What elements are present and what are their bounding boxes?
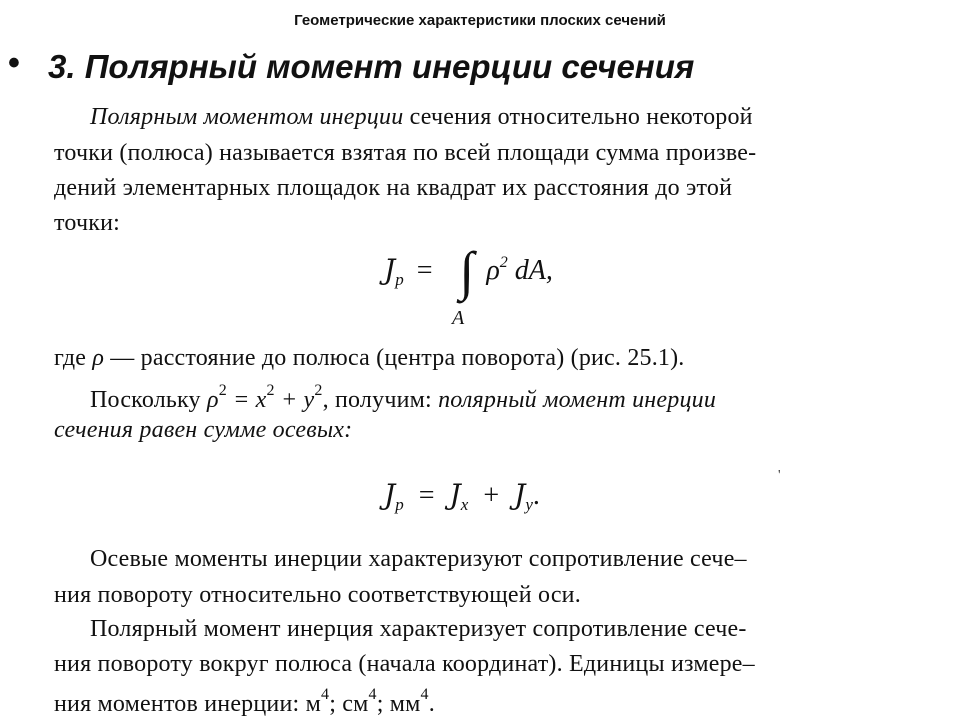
bullet-marker: • bbox=[8, 44, 20, 82]
definition-line-1-rest: сечения относительно некоторой bbox=[403, 104, 753, 130]
polar-line-1: Полярный момент инерция характеризует сопротивление сече- bbox=[90, 616, 747, 642]
polar-moment-sum-formula bbox=[384, 478, 540, 515]
units-sep-1: ; см bbox=[329, 691, 369, 717]
sum-equals: = bbox=[418, 480, 435, 511]
rho-symbol: ρ bbox=[486, 255, 500, 286]
polar-line-2: ния повороту вокруг полюса (начала координат). Единицы измере– bbox=[54, 651, 755, 677]
since-line-1 bbox=[54, 382, 960, 414]
since-sq-3: 2 bbox=[314, 382, 323, 399]
since-emphasis-a: полярный момент инерции bbox=[438, 387, 717, 413]
jx-subscript: x bbox=[460, 495, 469, 514]
sum-period: . bbox=[532, 480, 540, 511]
since-sq-1: 2 bbox=[218, 382, 227, 399]
units-text: ния моментов инерции: м bbox=[54, 691, 321, 717]
unit-power-m: 4 bbox=[320, 686, 330, 703]
jp-symbol: J bbox=[384, 478, 396, 511]
units-end: . bbox=[428, 691, 435, 717]
unit-power-cm: 4 bbox=[368, 686, 377, 703]
where-line bbox=[54, 345, 934, 372]
since-mid: = x bbox=[226, 387, 267, 413]
definition-line-2: точки (полюса) называется взятая по всей площади сумма произве- bbox=[54, 140, 757, 166]
where-text-b: — расстояние до полюса (центра поворота) (рис. 25.1). bbox=[104, 345, 685, 371]
definition-line-3: дений элементарных площадок на квадрат их расстояния до этой bbox=[54, 175, 733, 201]
stray-mark: ' bbox=[778, 468, 781, 483]
since-text-b: , получим: bbox=[322, 387, 439, 413]
unit-power-mm: 4 bbox=[420, 686, 429, 703]
jx-symbol: J bbox=[449, 478, 461, 511]
definition-line-4: точки: bbox=[54, 210, 120, 236]
polar-moment-symbol: J bbox=[384, 253, 396, 286]
polar-moment-integral-formula bbox=[384, 240, 553, 302]
since-line-2: сечения равен сумме осевых: bbox=[54, 417, 353, 443]
since-plus: + y bbox=[274, 387, 315, 413]
jp-subscript: p bbox=[395, 495, 404, 514]
integrand-tail: dA, bbox=[507, 255, 553, 286]
where-rho: ρ bbox=[92, 345, 105, 371]
axial-line-1: Осевые моменты инерции характеризуют сопротивление сече– bbox=[90, 546, 747, 572]
units-sep-2: ; мм bbox=[376, 691, 421, 717]
definition-term: Полярным моментом инерции bbox=[90, 104, 404, 130]
jy-symbol: J bbox=[514, 478, 526, 511]
slide-header: Геометрические характеристики плоских сечений bbox=[294, 12, 666, 29]
integral-sign: ∫ bbox=[459, 241, 475, 301]
equals-sign: = bbox=[416, 255, 433, 286]
since-text-a: Поскольку bbox=[90, 387, 207, 413]
polar-moment-subscript: p bbox=[395, 270, 404, 289]
plus-sign: + bbox=[483, 480, 500, 511]
section-title: 3. Полярный момент инерции сечения bbox=[48, 48, 695, 85]
definition-line-1 bbox=[54, 104, 960, 131]
since-rho: ρ bbox=[206, 387, 219, 413]
since-sq-2: 2 bbox=[266, 382, 275, 399]
jy-subscript: y bbox=[525, 495, 533, 514]
integral-limit: A bbox=[452, 307, 465, 329]
polar-line-3 bbox=[54, 686, 934, 718]
axial-line-2: ния повороту относительно соответствующей оси. bbox=[54, 582, 581, 608]
where-text-a: где bbox=[54, 345, 93, 371]
rho-power: 2 bbox=[499, 254, 508, 271]
